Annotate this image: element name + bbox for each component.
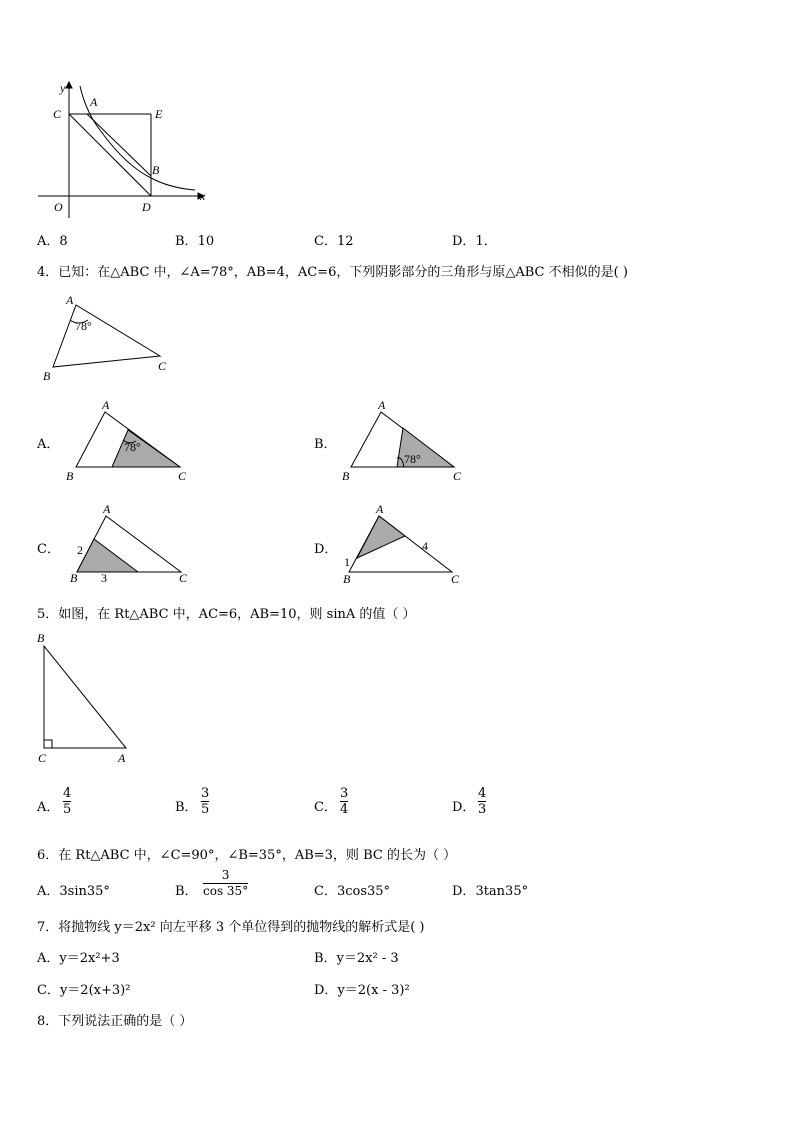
q6-option-d[interactable]: D．3tan35° (452, 884, 529, 899)
q3-option-c[interactable]: C．12 (314, 234, 354, 249)
q5-option-c-letter[interactable]: C． (314, 800, 337, 815)
q3-option-b[interactable]: B．10 (175, 234, 215, 249)
q5-label-C: C (38, 751, 47, 765)
q4b-label-B: B (342, 469, 350, 483)
label-B: B (152, 163, 160, 177)
q4a-label-B: B (66, 469, 74, 483)
q6-stem: 6．在 Rt△ABC 中，∠C=90°，∠B=35°，AB=3，则 BC 的长为（ ） (37, 848, 457, 863)
q4c-side1: 2 (77, 543, 83, 557)
label-y: y (60, 81, 66, 95)
q5-label-A: A (118, 751, 126, 765)
q7-option-c[interactable]: C．y＝2(x+3)² (37, 983, 131, 998)
q4a-label-A: A (102, 398, 110, 412)
q5-option-d-letter[interactable]: D． (452, 800, 476, 815)
q4c-label-A: A (103, 502, 111, 516)
q4c-label-B: B (70, 571, 78, 585)
q4d-label-B: B (343, 572, 351, 586)
q5-option-a-letter[interactable]: A． (37, 800, 60, 815)
q4b-label-C: C (453, 469, 462, 483)
q5-option-b-letter[interactable]: B． (175, 800, 198, 815)
q7-option-d[interactable]: D．y＝2(x - 3)² (314, 983, 410, 998)
q4d-side1: 1 (344, 555, 350, 569)
label-D: D (142, 200, 151, 214)
q4a-label-C: C (178, 469, 187, 483)
label-C: C (53, 107, 62, 121)
q5-label-B: B (37, 631, 45, 645)
q3-option-d[interactable]: D．1． (452, 234, 497, 249)
q6-option-b-letter[interactable]: B． (175, 884, 198, 899)
q5-option-b-fraction[interactable]: 3 5 (201, 786, 210, 817)
label-x: x (200, 189, 206, 203)
q4d-label-A: A (376, 502, 384, 516)
q6-option-b-fraction[interactable]: 3 cos 35° (203, 868, 249, 898)
q4-option-b-letter[interactable]: B． (314, 437, 337, 452)
q7-option-b[interactable]: B．y＝2x² - 3 (314, 951, 399, 966)
q4-main-angle: 78° (75, 319, 92, 333)
label-A: A (90, 95, 98, 109)
q5-option-d-fraction[interactable]: 4 3 (478, 786, 487, 817)
q4-main-label-B: B (43, 369, 51, 383)
q4c-side2: 3 (101, 571, 107, 585)
q5-option-a-fraction[interactable]: 4 5 (63, 786, 72, 817)
q4d-label-C: C (451, 572, 460, 586)
q7-stem: 7．将抛物线 y＝2x² 向左平移 3 个单位得到的抛物线的解析式是( ) (37, 920, 425, 935)
q4-main-label-A: A (66, 293, 74, 307)
q4-stem: 4．已知：在△ABC 中，∠A=78°，AB=4，AC=6，下列阴影部分的三角形与原△ABC 不相似的是( ) (37, 265, 628, 280)
q4a-angle: 78° (124, 440, 141, 454)
q7-option-a[interactable]: A．y＝2x²+3 (37, 951, 120, 966)
q4d-side2: 4 (422, 539, 428, 553)
q3-option-a[interactable]: A．8 (37, 234, 68, 249)
q4b-angle: 78° (404, 452, 421, 466)
q4-option-d-letter[interactable]: D． (314, 542, 338, 557)
q4c-label-C: C (179, 571, 188, 585)
label-E: E (155, 107, 163, 121)
q6-option-a[interactable]: A．3sin35° (37, 884, 110, 899)
q4-option-a-letter[interactable]: A． (37, 437, 60, 452)
label-O: O (54, 200, 63, 214)
q4b-label-A: A (378, 398, 386, 412)
q8-stem: 8．下列说法正确的是（ ） (37, 1014, 193, 1029)
q5-stem: 5．如图，在 Rt△ABC 中，AC=6，AB=10，则 sinA 的值（ ） (37, 607, 416, 622)
q4-option-c-letter[interactable]: C． (37, 542, 60, 557)
q4-main-label-C: C (158, 359, 167, 373)
q5-option-c-fraction[interactable]: 3 4 (340, 786, 349, 817)
q6-option-c[interactable]: C．3cos35° (314, 884, 391, 899)
